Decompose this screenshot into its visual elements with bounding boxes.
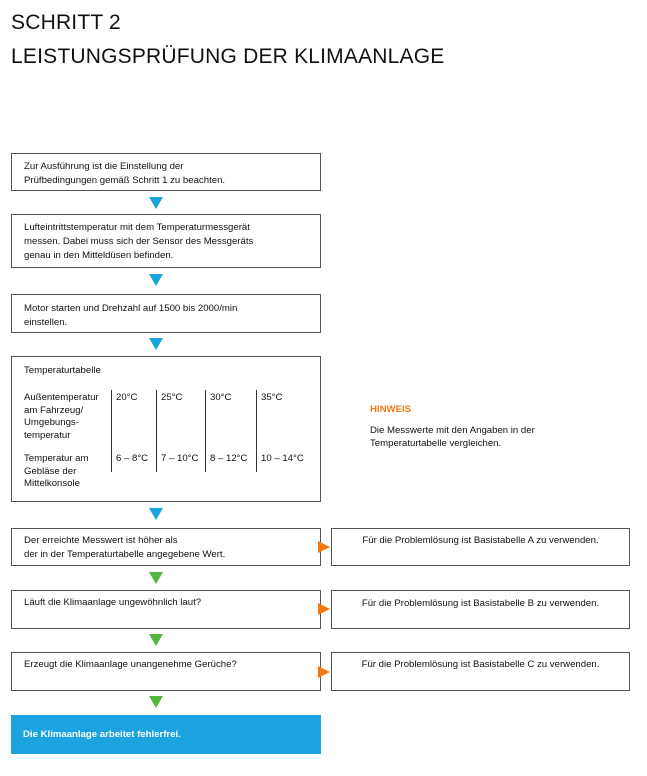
vent-temp-20: 6 – 8°C (116, 453, 149, 464)
step-1-line1: Zur Ausführung ist die Einstellung der (24, 161, 184, 172)
down-arrow-7 (149, 696, 163, 708)
vent-temp-30: 8 – 12°C (210, 453, 248, 464)
down-arrow-4 (149, 508, 163, 520)
table-divider (256, 390, 257, 472)
check-2-line1: Läuft die Klimaanlage ungewöhnlich laut? (24, 597, 202, 608)
table-divider (156, 390, 157, 472)
step-2-line3: genau in den Mitteldüsen befinden. (24, 250, 174, 261)
temperature-table-heading: Temperaturtabelle (24, 365, 101, 376)
step-1-line2: Prüfbedingungen gemäß Schritt 1 zu beachten. (24, 175, 226, 186)
step-3-line2: einstellen. (24, 317, 68, 328)
right-arrow-2 (318, 603, 330, 615)
step-2-line1: Lufteintrittstemperatur mit dem Temperaturmessgerät (24, 222, 250, 233)
page-title-line1: SCHRITT 2 (11, 11, 121, 34)
action-box-b (331, 590, 630, 629)
check-3-line1: Erzeugt die Klimaanlage unangenehme Gerüche? (24, 659, 237, 670)
down-arrow-2 (149, 274, 163, 286)
temperature-table-box (11, 356, 321, 502)
outside-temp-30: 30°C (210, 392, 232, 403)
step-box-2 (11, 214, 321, 268)
action-b-text: Für die Problemlösung ist Basistabelle B zu verwenden. (361, 598, 600, 609)
down-arrow-3 (149, 338, 163, 350)
down-arrow-1 (149, 197, 163, 209)
page-title-line2: LEISTUNGSPRÜFUNG DER KLIMAANLAGE (11, 45, 445, 68)
right-arrow-1 (318, 541, 330, 553)
step-box-3 (11, 294, 321, 333)
outside-temp-35: 35°C (261, 392, 283, 403)
step-2-line2: messen. Dabei muss sich der Sensor des Messgeräts (24, 236, 254, 247)
check-1-line2: der in der Temperaturtabelle angegebene Wert. (24, 549, 226, 560)
action-box-c (331, 652, 630, 691)
action-a-text: Für die Problemlösung ist Basistabelle A zu verwenden. (362, 535, 599, 546)
check-box-1 (11, 528, 321, 566)
result-box: Die Klimaanlage arbeitet fehlerfrei. (11, 715, 321, 754)
check-1-line1: Der erreichte Messwert ist höher als (24, 535, 178, 546)
check-box-3 (11, 652, 321, 691)
vent-temp-label: Temperatur am Gebläse der Mittelkonsole (24, 453, 89, 489)
vent-temp-35: 10 – 14°C (261, 453, 304, 464)
action-box-a (331, 528, 630, 566)
step-box-1 (11, 153, 321, 191)
down-arrow-6 (149, 634, 163, 646)
outside-temp-25: 25°C (161, 392, 183, 403)
action-c-text: Für die Problemlösung ist Basistabelle C zu verwenden. (361, 659, 600, 670)
table-divider (111, 390, 112, 472)
step-3-line1: Motor starten und Drehzahl auf 1500 bis 2000/min (24, 303, 238, 314)
vent-temp-25: 7 – 10°C (161, 453, 199, 464)
down-arrow-5 (149, 572, 163, 584)
outside-temp-20: 20°C (116, 392, 138, 403)
outside-temp-label: Außentemperatur am Fahrzeug/ Umgebungs- temperatur (24, 392, 99, 441)
check-box-2 (11, 590, 321, 629)
right-arrow-3 (318, 666, 330, 678)
table-divider (205, 390, 206, 472)
hint-text: Die Messwerte mit den Angaben in der Temperaturtabelle vergleichen. (370, 425, 535, 449)
hint-title: HINWEIS (370, 404, 412, 415)
